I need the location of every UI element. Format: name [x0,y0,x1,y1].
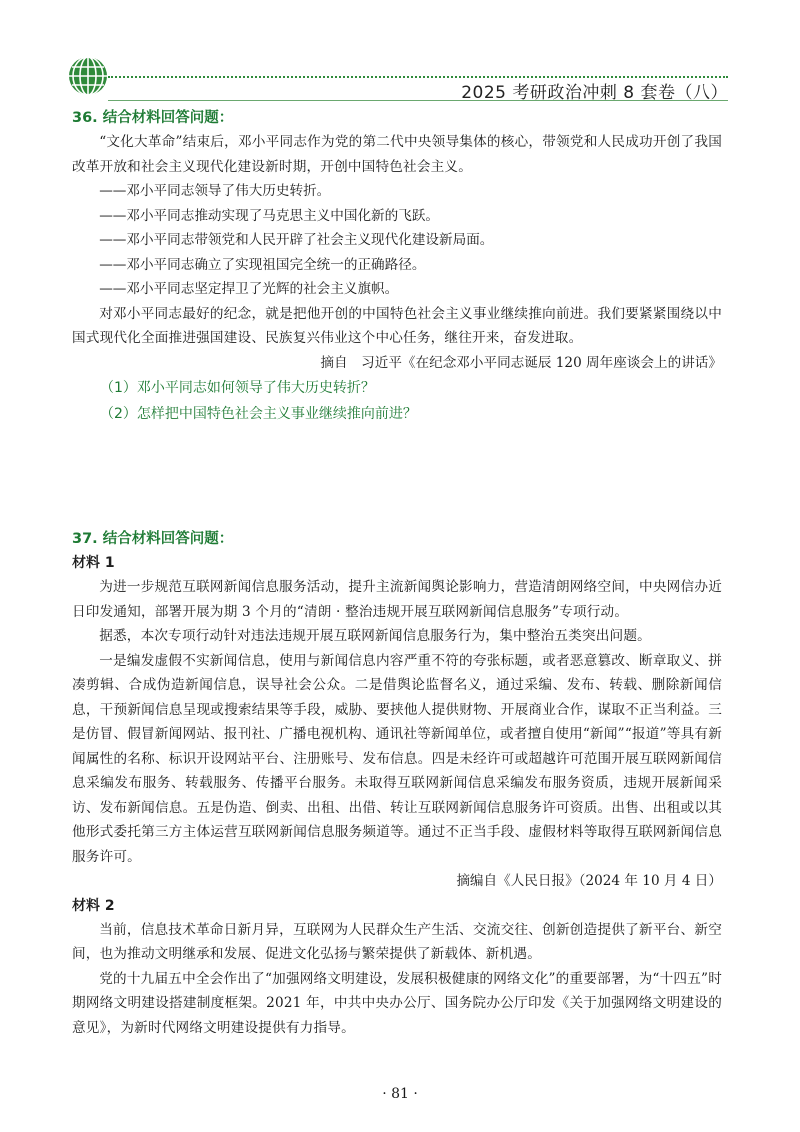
page-content [72,106,722,1040]
question-36-title: 36. 结合材料回答问题： [72,110,234,126]
question-36-subquestion: （1）邓小平同志如何领导了伟大历史转折？ [100,380,375,396]
material-1-paragraph: 据悉，本次专项行动针对违法违规开展互联网新闻信息服务行为，集中整治五类突出问题。 [99,628,651,644]
page-header [0,0,800,108]
question-36-point: ——邓小平同志坚定捍卫了光辉的社会主义旗帜。 [99,281,399,297]
answer-space [72,427,722,527]
material-1-paragraph: 一是编发虚假不实新闻信息，使用与新闻信息内容严重不符的夸张标题，或者恶意篡改、断章取义、拼凑剪辑、合成伪造新闻信息，误导社会公众。二是借舆论监督名义，通过采编、发布、转载、删除新闻信息，干预新闻信息呈现或搜索结果等手段，威胁、要挟他人提供财物、开展商业合作，谋取不正当利益。三是仿冒、假冒新闻网站、报刊社、广播电视机构、通讯社等新闻单位，或者擅自使用“新闻”“报道”等具有新闻属性的名称、标识开设网站平台、注册账号、发布信息。四是未经许可或超越许可范围开展互联网新闻信息采编发布服务、转载服务、传播平台服务。未取得互联网新闻信息采编发布服务资质，违规开展新闻采访、发布新闻信息。五是伪造、倒卖、出租、出借、转让互联网新闻信息服务许可资质。出售、出租或以其他形式委托第三方主体运营互联网新闻信息服务频道等。通过不正当手段、虚假材料等取得互联网新闻信息服务许可。 [72,652,722,865]
question-37-title: 37. 结合材料回答问题： [72,531,234,547]
question-36-point: ——邓小平同志领导了伟大历史转折。 [99,183,331,199]
question-36-point: ——邓小平同志确立了实现祖国完全统一的正确路径。 [99,256,426,273]
question-36-point: ——邓小平同志推动实现了马克思主义中国化新的飞跃。 [99,207,440,224]
header-rule [108,100,728,101]
material-1-paragraph: 为进一步规范互联网新闻信息服务活动，提升主流新闻舆论影响力，营造清朗网络空间，中央网信办近日印发通知，部署开展为期 3 个月的“清朗 · 整治违规开展互联网新闻信息服务”专项行动。 [72,579,722,620]
question-36-source: 摘自 习近平《在纪念邓小平同志诞辰 120 周年座谈会上的讲话》 [320,354,722,371]
globe-logo-icon [68,56,108,96]
page-number: · 81 · [382,1086,418,1102]
material-2-title: 材料 2 [72,897,115,914]
material-2-paragraph: 党的十九届五中全会作出了“加强网络文明建设，发展积极健康的网络文化”的重要部署，为“十四五”时期网络文明建设搭建制度框架。2021 年，中共中央办公厅、国务院办公厅印发《关于加强网络文明建设的意见》，为新时代网络文明建设提供有力指导。 [72,970,722,1036]
question-36-point: ——邓小平同志带领党和人民开辟了社会主义现代化建设新局面。 [99,232,494,248]
material-2-paragraph: 当前，信息技术革命日新月异，互联网为人民群众生产生活、交流交往、创新创造提供了新平台、新空间，也为推动文明继承和发展、促进文化弘扬与繁荣提供了新载体、新机遇。 [72,921,722,962]
question-36 [72,106,722,427]
header-title: 2025 考研政治冲刺 8 套卷（八） [461,83,728,103]
question-37 [72,527,722,1040]
question-36-intro: “文化大革命”结束后，邓小平同志作为党的第二代中央领导集体的核心，带领党和人民成功开创了我国改革开放和社会主义现代化建设新时期，开创中国特色社会主义。 [72,134,722,175]
question-36-closing: 对邓小平同志最好的纪念，就是把他开创的中国特色社会主义事业继续推向前进。我们要紧紧围绕以中国式现代化全面推进强国建设、民族复兴伟业这个中心任务，继往开来，奋发进取。 [72,305,722,346]
question-36-subquestion: （2）怎样把中国特色社会主义事业继续推向前进？ [100,406,417,422]
material-1-title: 材料 1 [72,555,115,571]
material-1-source: 摘编自《人民日报》（2024 年 10 月 4 日） [456,873,722,889]
